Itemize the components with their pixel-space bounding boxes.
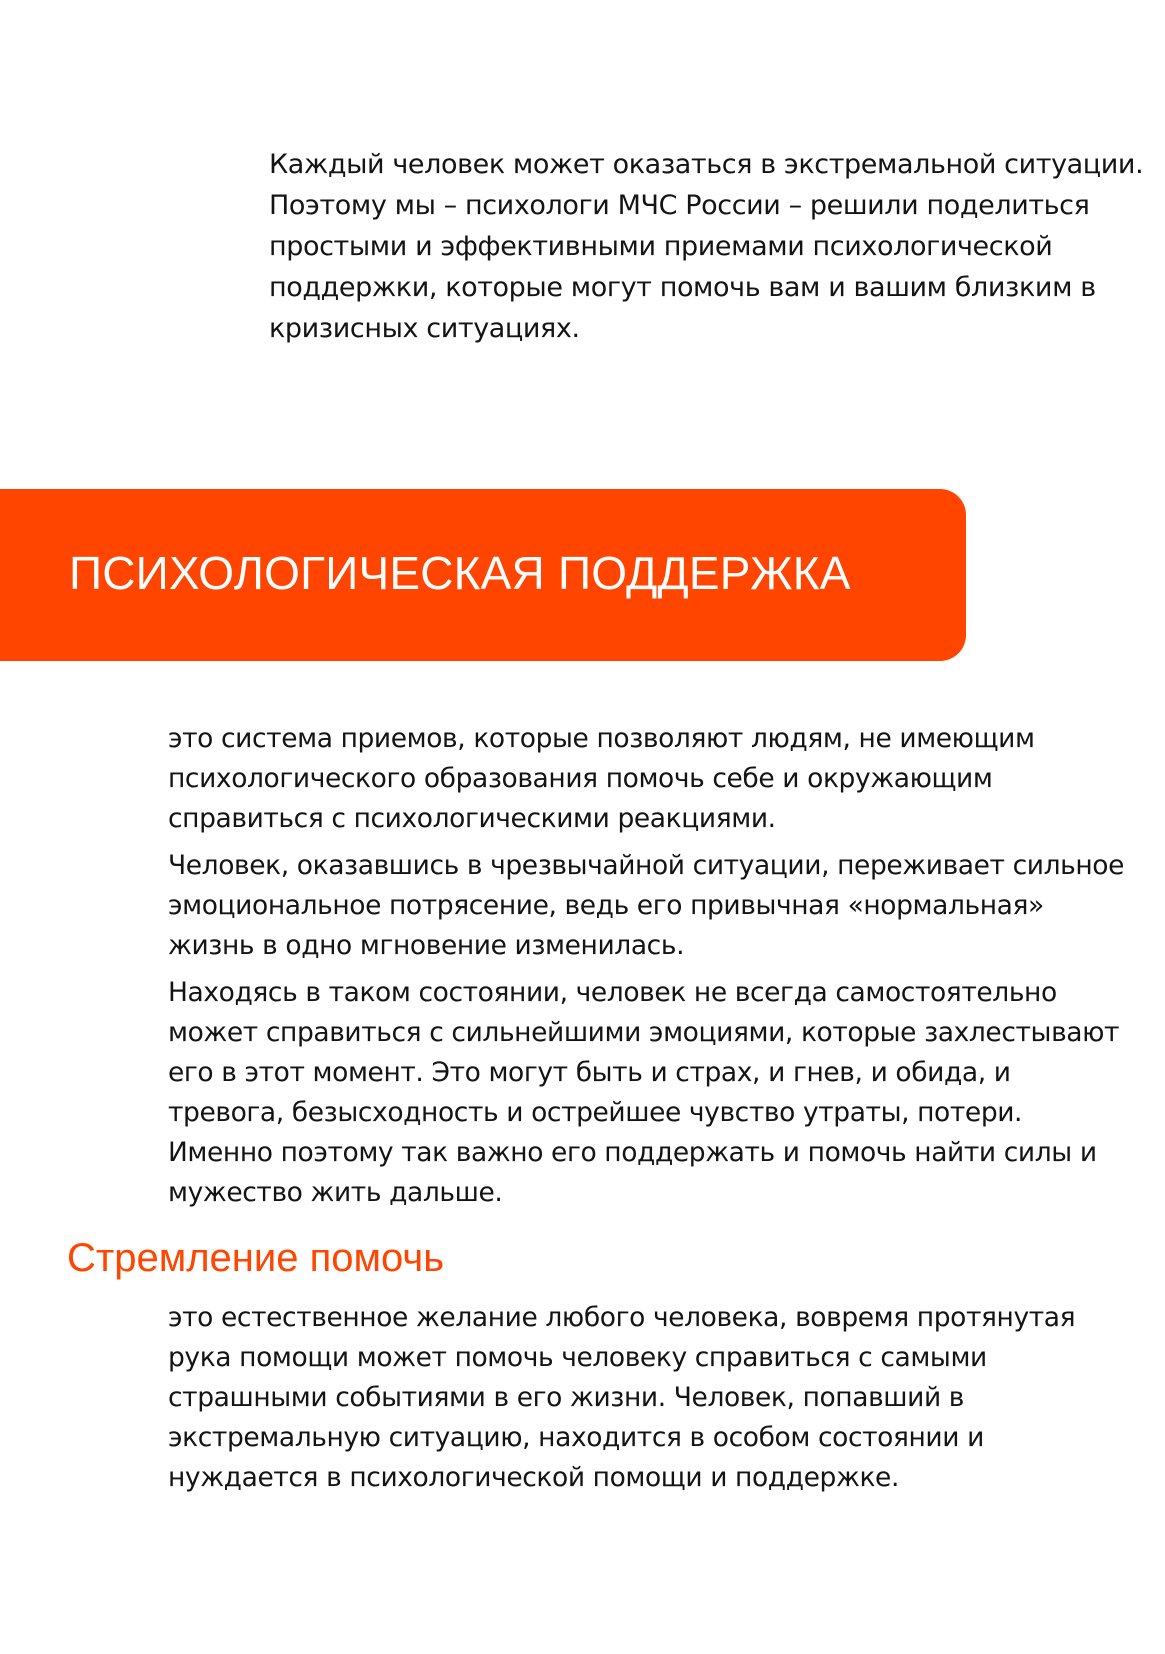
strong-emotions-paragraph: Находясь в таком состоянии, человек не всегда самостоятельно может справиться с сильнейшими эмоциями, которые захлестывают его в этот момент. Это могут быть и страх, и гнев, и обида, и тревога, безысходность и острейшее чувство утраты, потери. Именно поэтому так важно его поддержать и помочь найти силы и мужество жить дальше. [168,977,1120,1208]
definition-paragraph: это система приемов, которые позволяют людям, не имеющим психологического образования помочь себе и окружающим справиться с психологическими реакциями. [168,723,1035,834]
intro-paragraph: Каждый человек может оказаться в экстремальной ситуации. Поэтому мы – психологи МЧС России – решили поделиться простыми и эффективными приемами психологической поддержки, которые могут помочь вам и вашим близким в кризисных ситуациях. [269,149,1144,344]
desire-to-help-paragraph: это естественное желание любого человека, вовремя протянутая рука помощи может помочь человеку справиться с самыми страшными событиями в его жизни. Человек, попавший в экстремальную ситуацию, находится в особом состоянии и нуждается в психологической помощи и поддержке. [168,1302,1076,1493]
section-banner [0,489,966,661]
desire-to-help-section [168,1298,1128,1505]
psychological-support-section [168,719,1128,1220]
emotional-shock-paragraph: Человек, оказавшись в чрезвычайной ситуации, переживает сильное эмоциональное потрясение, ведь его привычная «нормальная» жизнь в одно мгновение изменилась. [168,850,1124,961]
subheading-desire-to-help: Стремление помочь [67,1236,445,1280]
banner-title: ПСИХОЛОГИЧЕСКАЯ ПОДДЕРЖКА [69,547,851,599]
